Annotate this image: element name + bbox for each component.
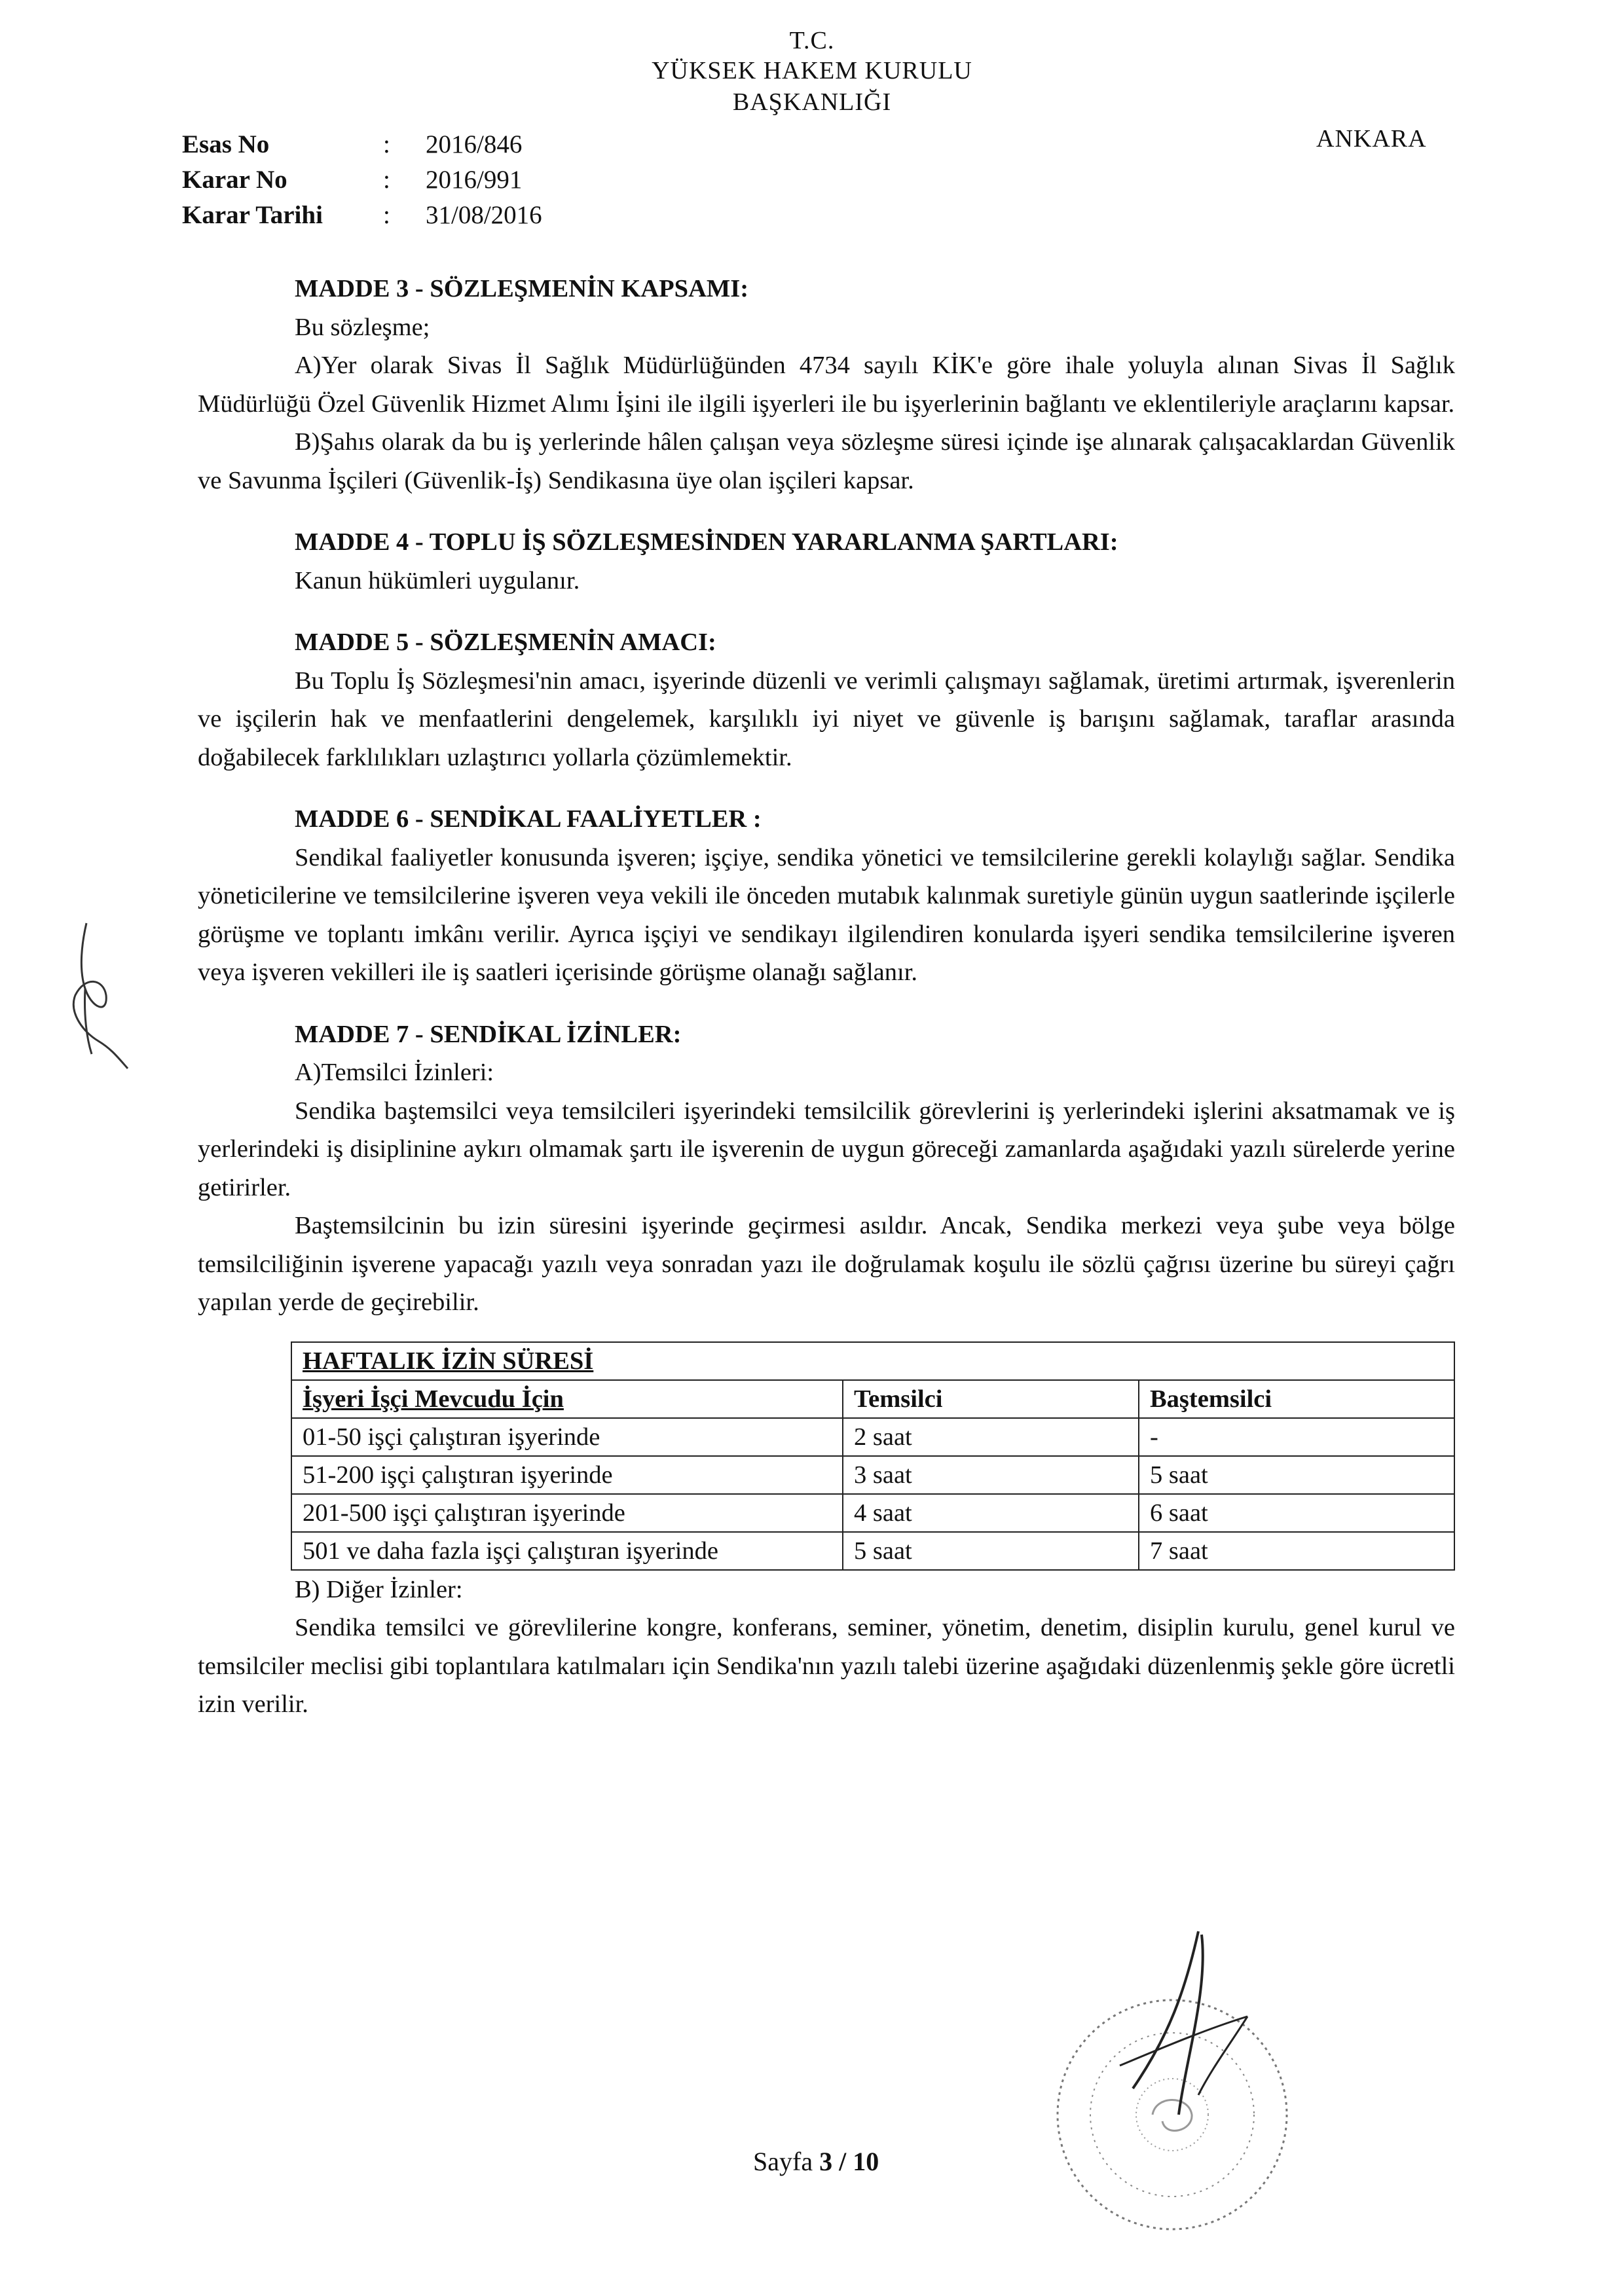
official-stamp — [1022, 1918, 1323, 2259]
table-cell: 3 saat — [843, 1456, 1139, 1494]
page-number-value: 3 / 10 — [819, 2147, 879, 2176]
header-city: ANKARA — [1316, 125, 1427, 153]
table-cell: 01-50 işçi çalıştıran işyerinde — [291, 1418, 843, 1456]
table-cell: 7 saat — [1139, 1532, 1454, 1570]
madde-4-heading: MADDE 4 - TOPLU İŞ SÖZLEŞMESİNDEN YARARLANMA ŞARTLARI: — [295, 528, 1118, 556]
table-cell: 4 saat — [843, 1494, 1139, 1532]
header-office: BAŞKANLIĞI — [732, 88, 892, 116]
madde-7-paragraph-3: Sendika temsilci ve görevlilerine kongre, konferans, seminer, yönetim, denetim, disiplin kurulu, genel kurul ve temsilciler meclisi gibi toplantılara katılmaları için Sendika'nın yazılı talebi üzerine aşağıdaki düzenlenmiş şekle göre ücretli izin verilir. — [198, 1614, 1455, 1718]
document-body — [198, 270, 1455, 1724]
table-row — [291, 1494, 1454, 1532]
madde-6-text: Sendikal faaliyetler konusunda işveren; işçiye, sendika yönetici ve temsilcilerine gerekli kolaylığı sağlar. Sendika yöneticilerine ve temsilcilerine işveren veya vekili ile önceden mutabık kalınmak suretiyle günün uygun saatlerinde işçilerle görüşme ve toplantı imkânı verilir. Ayrıca işçiyi ve sendikayı ilgilendiren konularda işyeri sendika temsilcilerine işveren veya işveren vekilleri ile iş saatleri içerisinde görüşme olanağı sağlanır. — [198, 843, 1455, 986]
madde-5-text: Bu Toplu İş Sözleşmesi'nin amacı, işyerinde düzenli ve verimli çalışmayı sağlamak, üretimi artırmak, işverenlerin ve işçilerin hak ve menfaatlerini dengelemek, karşılıklı iyi niyet ve güvenle iş barışını sağlamak, taraflar arasında doğabilecek farklılıkları uzlaştırıcı yollarla çözümlemektir. — [198, 666, 1455, 771]
karar-tarihi-label: Karar Tarihi — [182, 201, 323, 229]
madde-3-paragraph-a: A)Yer olarak Sivas İl Sağlık Müdürlüğünden 4734 sayılı KİK'e göre ihale yoluyla alınan Sivas İl Sağlık Müdürlüğü Özel Güvenlik Hizmet Alımı İşini ile ilgili işyerleri ile bu işyerlerinin bağlantı ve eklentileriyle araçlarını kapsar. — [198, 352, 1455, 418]
table-cell: 5 saat — [1139, 1456, 1454, 1494]
table-cell: 6 saat — [1139, 1494, 1454, 1532]
table-cell: 51-200 işçi çalıştıran işyerinde — [291, 1456, 843, 1494]
table-title: HAFTALIK İZİN SÜRESİ — [291, 1342, 1454, 1380]
madde-3-heading: MADDE 3 - SÖZLEŞMENİN KAPSAMI: — [295, 275, 749, 302]
table-cell: 501 ve daha fazla işçi çalıştıran işyerinde — [291, 1532, 843, 1570]
madde-3-intro: Bu sözleşme; — [295, 313, 430, 341]
table-header-isyeri: İşyeri İşçi Mevcudu İçin — [291, 1380, 843, 1418]
table-header-bastemsilci: Baştemsilci — [1139, 1380, 1454, 1418]
margin-signature — [46, 917, 144, 1074]
table-row — [291, 1532, 1454, 1570]
page-number — [753, 2146, 879, 2177]
colon: : — [383, 201, 390, 229]
table-cell: 5 saat — [843, 1532, 1139, 1570]
madde-7-paragraph-2: Baştemsilcinin bu izin süresini işyerinde geçirmesi asıldır. Ancak, Sendika merkezi veya şube veya bölge temsilciliğinin işverene yapacağı yazılı veya sonradan yazı ile doğrulamak koşulu ile sözlü çağrısı üzerine bu süreyi çağrı yapılan yerde de geçirebilir. — [198, 1212, 1455, 1316]
page-label: Sayfa — [753, 2147, 820, 2176]
karar-tarihi-value: 31/08/2016 — [426, 201, 542, 229]
header-institution: YÜKSEK HAKEM KURULU — [652, 57, 972, 84]
header-country: T.C. — [789, 27, 835, 54]
table-row — [291, 1418, 1454, 1456]
table-cell: - — [1139, 1418, 1454, 1456]
izin-table — [291, 1341, 1455, 1571]
madde-7-heading: MADDE 7 - SENDİKAL İZİNLER: — [295, 1020, 682, 1048]
madde-6-heading: MADDE 6 - SENDİKAL FAALİYETLER : — [295, 805, 762, 833]
table-cell: 2 saat — [843, 1418, 1139, 1456]
madde-3-paragraph-b: B)Şahıs olarak da bu iş yerlerinde hâlen çalışan veya sözleşme süresi içinde işe alınarak çalışacaklardan Güvenlik ve Savunma İşçileri (Güvenlik-İş) Sendikasına üye olan işçileri kapsar. — [198, 428, 1455, 494]
esas-no-value: 2016/846 — [426, 130, 523, 158]
madde-7-sub-b: B) Diğer İzinler: — [295, 1575, 463, 1603]
table-row — [291, 1456, 1454, 1494]
esas-no-label: Esas No — [182, 130, 270, 158]
karar-no-value: 2016/991 — [426, 166, 523, 194]
madde-5-heading: MADDE 5 - SÖZLEŞMENİN AMACI: — [295, 629, 716, 656]
table-header-temsilci: Temsilci — [843, 1380, 1139, 1418]
colon: : — [383, 166, 390, 194]
karar-no-label: Karar No — [182, 166, 287, 194]
madde-7-paragraph-1: Sendika baştemsilci veya temsilcileri işyerindeki temsilcilik görevlerini iş yerlerindeki işlerini aksatmamak ve iş yerlerindeki iş disiplinine aykırı olmamak şartı ile işverenin de uygun göreceği zamanlarda aşağıdaki yazılı sürelerde yerine getirirler. — [198, 1097, 1455, 1201]
colon: : — [383, 130, 390, 158]
madde-4-text: Kanun hükümleri uygulanır. — [295, 566, 580, 594]
madde-7-sub-a: A)Temsilci İzinleri: — [295, 1059, 494, 1086]
table-cell: 201-500 işçi çalıştıran işyerinde — [291, 1494, 843, 1532]
